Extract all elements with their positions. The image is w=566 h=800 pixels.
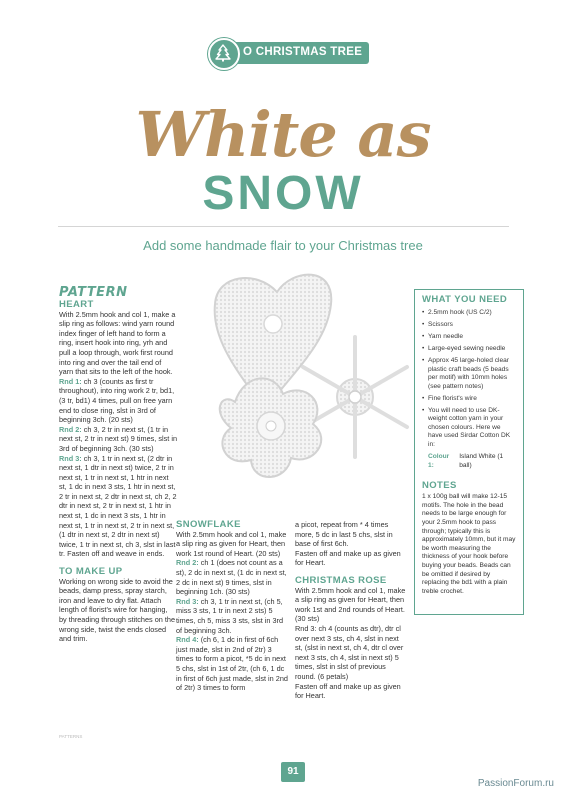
- rose-rnd3: Rnd 3: ch 4 (counts as dtr), dtr cl over next 3 sts, ch 4, slst in next st, (slst in next st, ch 4, dtr cl over next 3 sts, ch 4, slst in next st) 5 times, slst in slst of previous round. (6 petals): [295, 623, 404, 681]
- title-line-2: SNOW: [202, 167, 364, 220]
- need-heading: WHAT YOU NEED: [422, 294, 508, 305]
- need-item: • 2.5mm hook (US C/2): [422, 309, 516, 318]
- make-up-text: Working on wrong side to avoid the beads, damp press, spray starch, iron and leave to dry flat. Attach length of florist's wire for hanging, by threading through stitches on the wrong side, twist the ends closed and trim.: [59, 576, 176, 644]
- snowflake-column: [176, 520, 288, 693]
- need-item: • You will need to use DK-weight cotton yarn in your chosen colours. Here we have used Sirdar Cotton DK in:: [422, 407, 516, 450]
- need-item: • Yarn needle: [422, 333, 516, 342]
- rose-fasten: Fasten off and make up as given for Heart.: [295, 681, 401, 701]
- notes-heading: NOTES: [422, 480, 457, 492]
- heart-rnd3: Rnd 3: ch 3, 1 tr in next st, (2 dtr in next st, 1 dtr in next st) twice, 2 tr in next st, 1 tr in next st, 1 htr in next st, 1 dc in next 3 sts, 1 htr in next st, 2 tr in next st, 2 dtr in next st, ch 2, 2 dtr in next st, 2 tr in next st, 1 htr in next st, 1 dc in next 3 sts, 1 htr in next st, 1 tr in next st, 2 tr in next st, (1 dtr in next st, 2 dtr in next st) twice, 1 tr in next st, ch 3, slst in last tr. Fasten off and weave in ends.: [59, 453, 177, 559]
- rose-intro: With 2.5mm hook and col 1, make a slip ring as given for Heart, then work 1st and 2nd rounds of Heart. (30 sts): [295, 585, 406, 624]
- need-list: [422, 309, 516, 450]
- credit-text: PATTERNS: [59, 734, 83, 739]
- heart-intro: With 2.5mm hook and col 1, make a slip ring as follows: wind yarn round index finger of left hand to form a ring, insert hook into ring, yrh and pull a loop through, work first round into ring and over the tail end of yarn that sits to the left of the hook.: [59, 309, 176, 377]
- colour-label: Colour 1:: [428, 453, 450, 469]
- snowflake-rnd3: Rnd 3: ch 3, 1 tr in next st, (ch 5, miss 3 sts, 1 tr in next 2 sts) 5 times, ch 5, miss 3 sts, slst in 3rd of beginning 3ch.: [176, 596, 284, 635]
- heart-rnd1: Rnd 1: ch 3 (counts as first tr throughout), into ring work 2 tr, bd1, (3 tr, bd1) 4 times, pull on free yarn end to close ring, slst in 3rd of beginning 3ch. (20 sts): [59, 376, 175, 425]
- badge-circle: [208, 38, 240, 70]
- need-item: • Fine florist's wire: [422, 395, 516, 404]
- what-you-need-box: [414, 289, 524, 615]
- title-line-1: White as: [135, 98, 431, 171]
- section-label: O CHRISTMAS TREE: [243, 46, 363, 58]
- snowflake-rnd4: Rnd 4: (ch 6, 1 dc in first of 6ch just made, slst in 2nd of 2tr) 3 times to form a picot, *5 dc in next 5 chs, slst in 1st of 2tr, (ch 6, 1 dc in first of 6ch just made, slst in 2nd of 2tr) 3 times to form: [176, 635, 288, 693]
- need-item: • Scissors: [422, 321, 516, 330]
- divider: [58, 226, 509, 227]
- snowflake-continued: a picot, repeat from * 4 times more, 5 dc in last 5 chs, slst in base of first 6ch.: [295, 520, 393, 549]
- notes-text: 1 x 100g ball will make 12-15 motifs. The hole in the bead needs to be large enough for your 2.5mm hook to pass through; typically this is approximately 10mm, but it may be worth measuring the thickness of your hook before buying your beads. Beads can be omitted if desired by replacing the bd1 with a plain treble crochet.: [422, 493, 516, 595]
- section-badge: [211, 42, 369, 64]
- tree-icon: [215, 44, 231, 62]
- snowflake-rnd2: Rnd 2: ch 1 (does not count as a st), 2 dc in next st, (1 dc in next st, 2 dc in next st) 9 times, slst in beginning 1ch. (30 sts): [176, 558, 287, 597]
- make-up-heading: TO MAKE UP: [59, 566, 123, 578]
- crochet-motifs-photo: [195, 262, 413, 518]
- watermark: PassionForum.ru: [477, 778, 554, 789]
- subtitle: Add some handmade flair to your Christmas tree: [143, 238, 423, 253]
- pattern-heading: PATTERN: [59, 285, 128, 300]
- colour-row: [422, 453, 516, 470]
- snowflake-heading: SNOWFLAKE: [176, 519, 241, 530]
- need-item: • Large-eyed sewing needle: [422, 345, 516, 354]
- colour-value: Island White (1 ball): [459, 453, 504, 469]
- page-number: 91: [281, 762, 305, 782]
- rose-column: [295, 520, 407, 701]
- rose-heading: CHRISTMAS ROSE: [295, 574, 387, 586]
- heart-rnd2: Rnd 2: ch 3, 2 tr in next st, (1 tr in next st, 2 tr in next st) 9 times, slst in 3rd of beginning 3ch. (30 sts): [59, 424, 178, 453]
- pattern-column: [59, 286, 177, 644]
- snowflake-intro: With 2.5mm hook and col 1, make a slip ring as given for Heart, then work 1st round of Heart. (20 sts): [176, 529, 287, 558]
- need-item: • Approx 45 large-holed clear plastic craft beads (5 beads per motif) with 10mm holes (see pattern notes): [422, 357, 516, 391]
- snowflake-fasten: Fasten off and make up as given for Heart.: [295, 548, 401, 568]
- heart-heading: HEART: [59, 299, 94, 310]
